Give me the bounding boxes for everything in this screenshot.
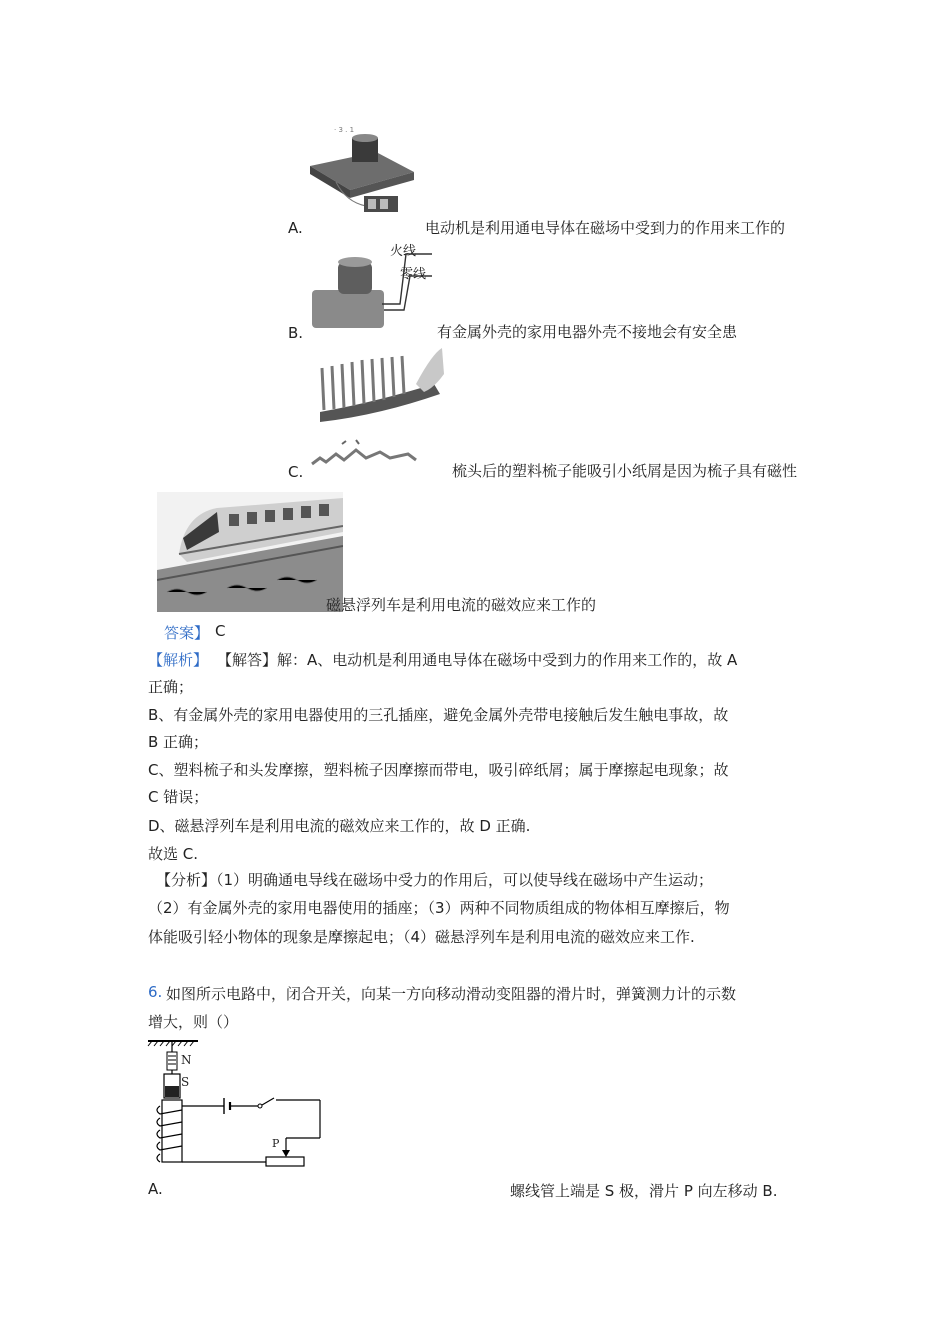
question-text: 如图所示电路中，闭合开关，向某一方向移动滑动变阻器的滑片时，弹簧测力计的示数 [166, 985, 737, 1003]
explanation-line: 正确； [148, 678, 194, 696]
explanation-line: 故选 C. [148, 845, 199, 863]
explanation-line: B 正确； [148, 733, 209, 751]
circuit-diagram [146, 1038, 332, 1168]
answer-label: 答案】 [164, 624, 210, 642]
appliance-image [310, 244, 436, 330]
north-pole-label: N [181, 1053, 192, 1067]
motor-image [306, 122, 418, 220]
live-wire-label: 火线 [390, 244, 417, 259]
q6-option-a-letter: A. [148, 1180, 163, 1198]
explanation-line: D、磁悬浮列车是利用电流的磁效应来工作的，故 D 正确. [148, 817, 531, 835]
explanation-line: C、塑料梳子和头发摩擦，塑料梳子因摩擦而带电，吸引碎纸屑；属于摩擦起电现象；故 [148, 761, 729, 779]
explanation-line: C 错误； [148, 788, 209, 806]
south-pole-label: S [181, 1075, 190, 1089]
comb-image [306, 344, 446, 472]
analysis-line: 【分析】（1）明确通电导线在磁场中受力的作用后，可以使导线在磁场中产生运动； [156, 871, 714, 889]
option-b-text: 有金属外壳的家用电器外壳不接地会有安全患 [437, 323, 738, 341]
slider-p-label: P [272, 1137, 280, 1150]
option-a-text: 电动机是利用通电导体在磁场中受到力的作用来工作的 [425, 219, 786, 237]
svg-text:· 3 . 1: · 3 . 1 [334, 126, 355, 134]
explanation-line: B、有金属外壳的家用电器使用的三孔插座，避免金属外壳带电接触后发生触电事故，故 [148, 706, 729, 724]
analysis-line: （2）有金属外壳的家用电器使用的插座；（3）两种不同物质组成的物体相互摩擦后，物 [148, 899, 730, 917]
option-b-letter: B. [288, 324, 304, 342]
option-d-text: 磁悬浮列车是利用电流的磁效应来工作的 [326, 596, 597, 614]
question-number: 6. [148, 983, 163, 1001]
q6-option-a-text: 螺线管上端是 S 极，滑片 P 向左移动 B. [510, 1182, 778, 1200]
option-c-text: 梳头后的塑料梳子能吸引小纸屑是因为梳子具有磁性 [452, 462, 798, 480]
maglev-train-image [157, 492, 343, 612]
analysis-line: 体能吸引轻小物体的现象是摩擦起电；（4）磁悬浮列车是利用电流的磁效应来工作. [148, 928, 695, 946]
explanation-label: 【解析】 [148, 651, 209, 669]
option-a-letter: A. [288, 219, 303, 237]
answer-value: C [215, 622, 226, 640]
question-text: 增大，则（） [148, 1013, 239, 1031]
neutral-wire-label: 零线 [400, 267, 427, 282]
option-c-letter: C. [288, 463, 304, 481]
explanation-line: 【解答】解：A、电动机是利用通电导体在磁场中受到力的作用来工作的，故 A [217, 651, 738, 669]
